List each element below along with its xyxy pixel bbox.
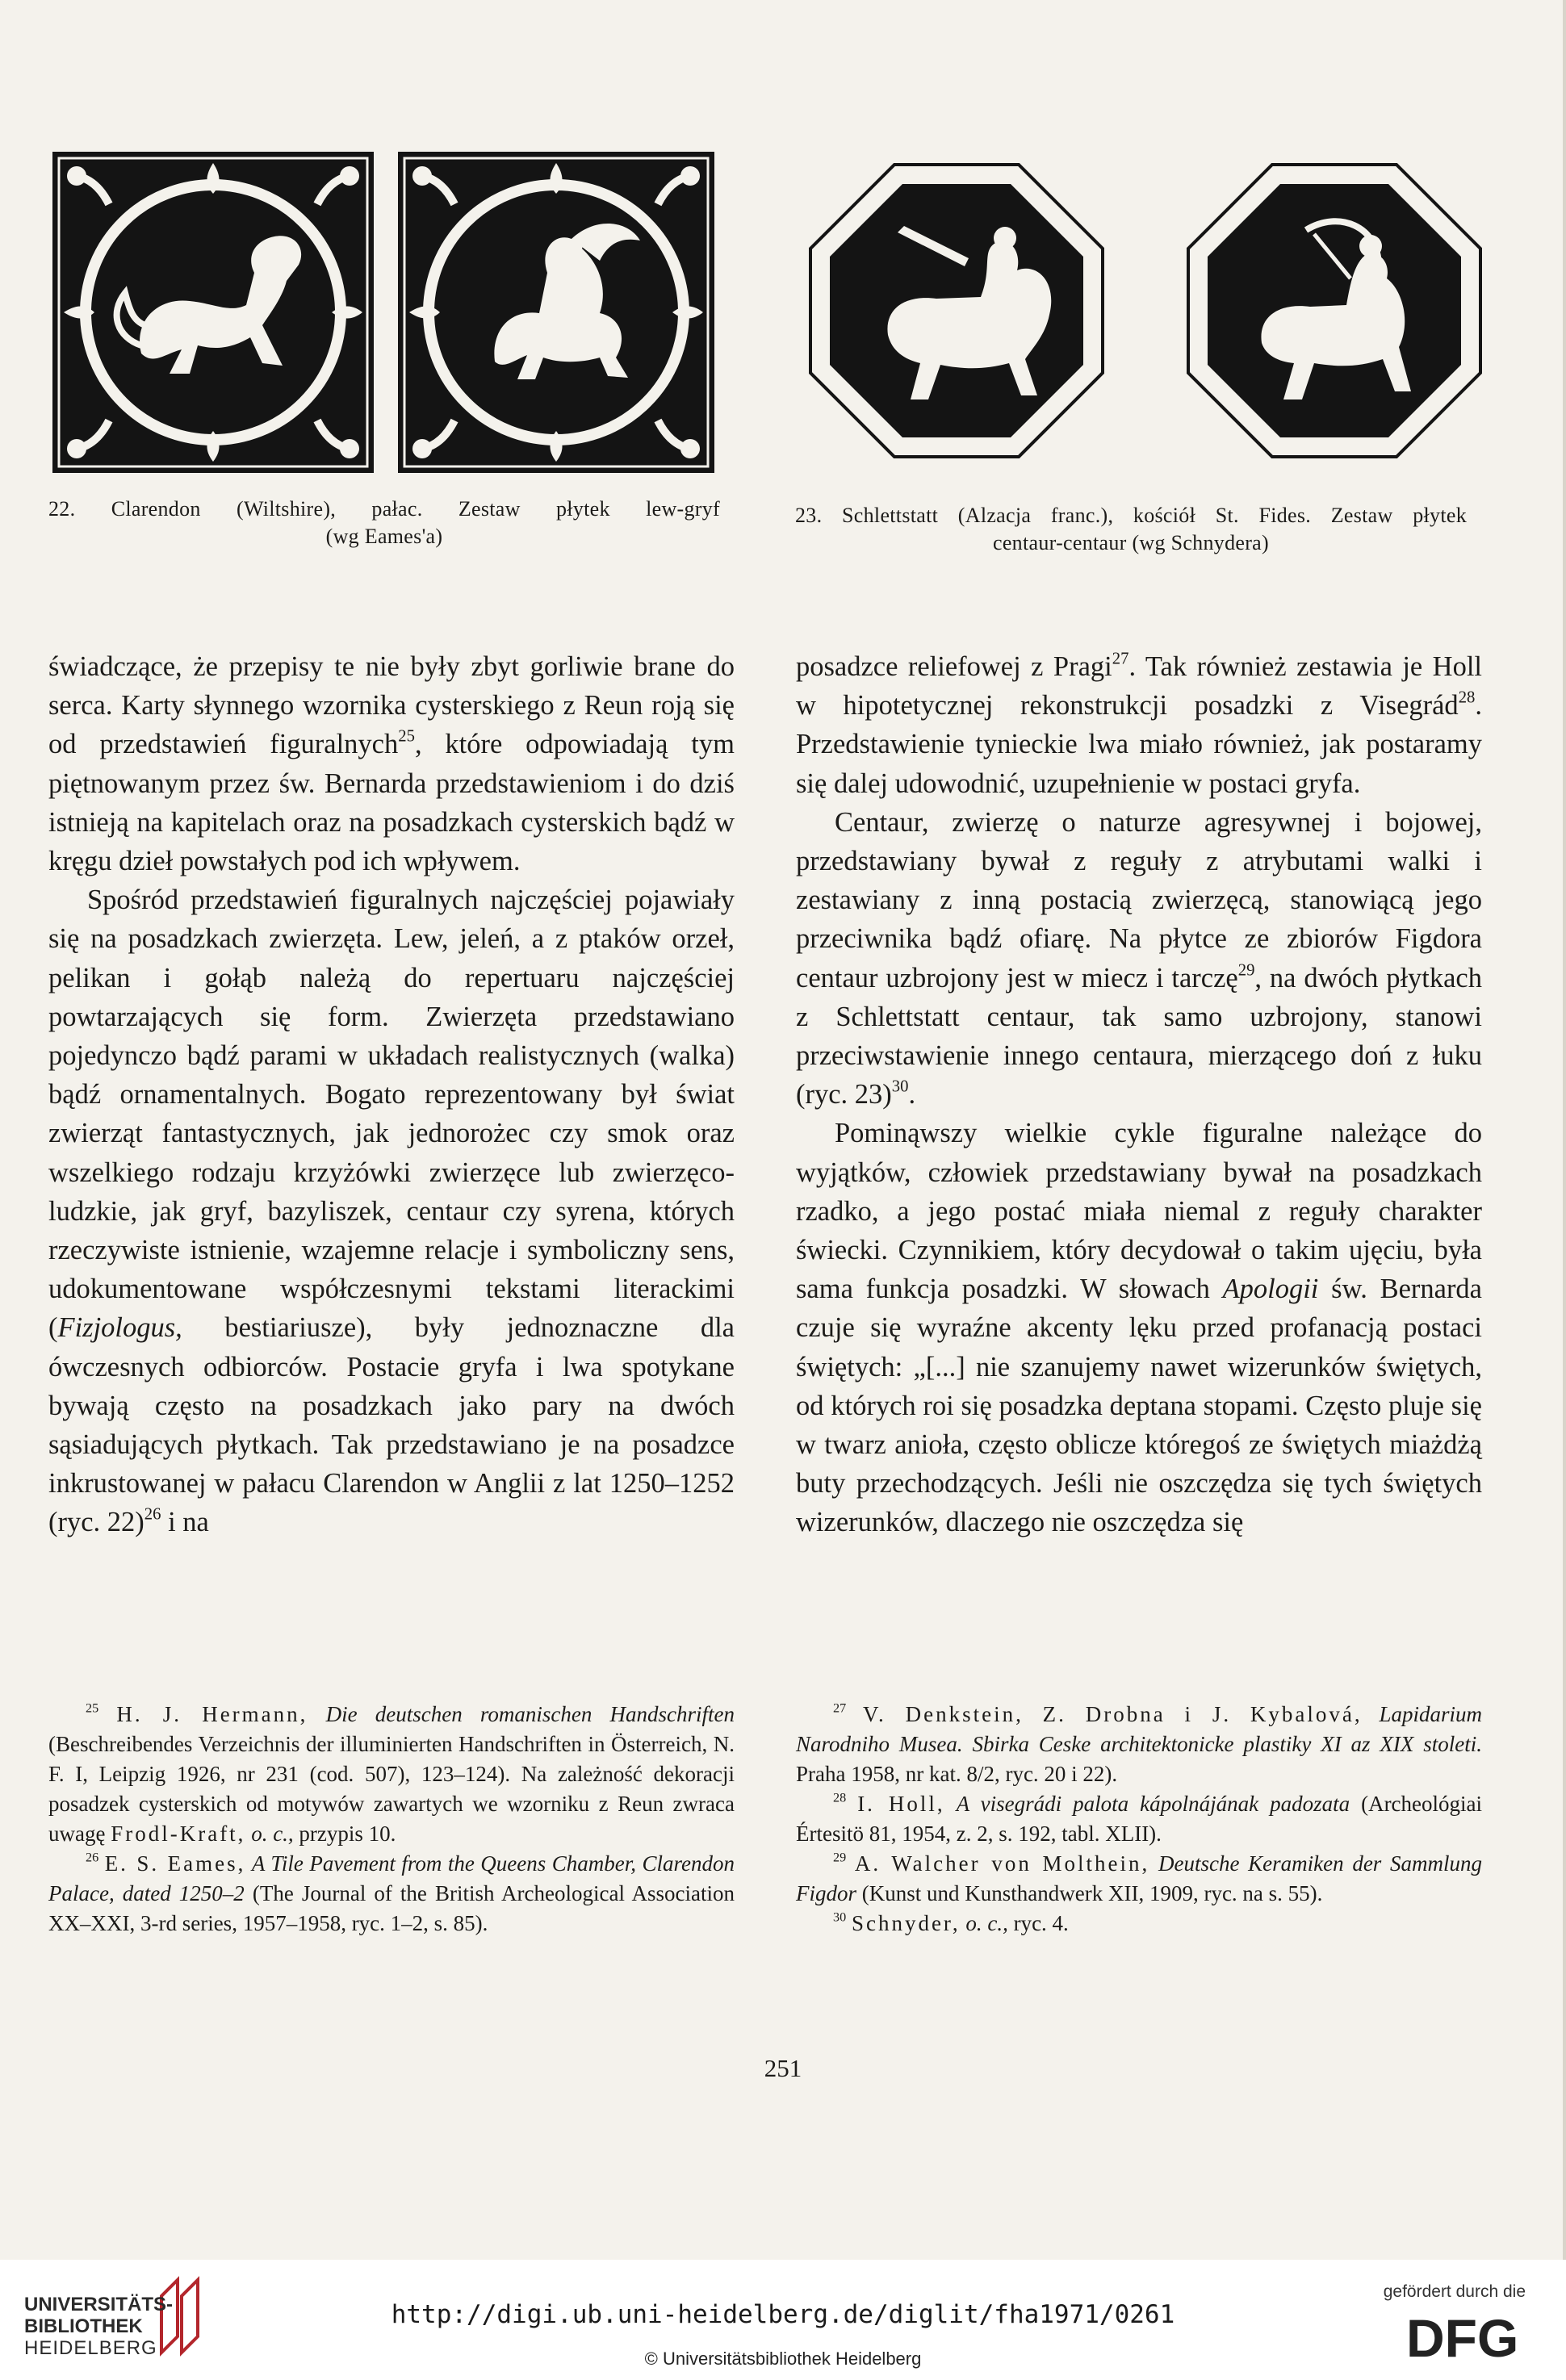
figure-22-caption-line1: 22. Clarendon (Wiltshire), pałac. Zestaw płytek lew-gryf [48, 497, 720, 521]
footnote-27: $^{27}$ V. Denkstein, Z. Drobna i J. Kybalová, Lapidarium Narodniho Musea. Sbirka Ceske architektonicke plastiky XI az XIX stoleti. Praha 1958, nr kat. 8/2, ryc. 20 i 22). [796, 1700, 1483, 1786]
page-edge [1563, 0, 1566, 2260]
footnotes-right [796, 1700, 1482, 1939]
figure-22-caption-line2: (wg Eames'a) [325, 525, 443, 548]
footnote-26: $^{26}$ E. S. Eames, A Tile Pavement from the Queens Chamber, Clarendon Palace, dated 1250–2 (The Journal of the British Archeological Association XX–XXI, 3-rd series, 1957–1958, ryc. 1–2, s. 85). [48, 1850, 735, 1935]
footnote-28: $^{28}$ I. Holl, A visegrádi palota kápolnájának padozata (Archeológiai Értesitö 81, 1954, z. 2, s. 192, tabl. XLII). [796, 1790, 1483, 1846]
figure-23-caption-line1: 23. Schlettstatt (Alzacja franc.), kościół St. Fides. Zestaw płytek [795, 504, 1467, 527]
figure-22-lion-tile [52, 152, 374, 473]
figure-23-caption [795, 502, 1467, 557]
figure-22-caption [48, 496, 720, 550]
library-name: UNIVERSITÄTS- BIBLIOTHEK HEIDELBERG [24, 2294, 174, 2359]
figure-23-centaur-sword-tile [807, 161, 1106, 460]
right-paragraph-2: Centaur, zwierzę o naturze agresywnej i bojowej, przedstawiany bywał z reguły z atrybutami walki i zestawiany z inną postacią zwierzęcą, stanowiącą jego przeciwnika bądź ofiarę. Na płytce ze zbiorów Figdora centaur uzbrojony jest w miecz i tarczę$^{29}$, na dwóch płytkach z Schlettstatt centaur, tak samo uzbrojony, stanowi przeciwstawienie innego centaura, mierzącego doń z łuku (ryc. 23)$^{30}$. [796, 806, 1482, 1111]
footnote-25: $^{25}$ H. J. Hermann, Die deutschen romanischen Handschriften (Beschreibendes Verzeichnis der illuminierten Handschriften in Österreich, N. F. I, Leipzig 1926, nr 231 (cod. 507), 123–124). Na zależność dekoracji posadzek cysterskich od motywów zawartych we wzorniku z Reun zwraca uwagę Frodl-Kraft, o. c., przypis 10. [48, 1700, 735, 1846]
right-text-column [796, 647, 1482, 1542]
page-number: 251 [764, 2054, 802, 2082]
figure-23-caption-line2: centaur-centaur (wg Schnydera) [993, 531, 1269, 554]
digitization-footer [0, 2260, 1566, 2380]
figure-23-centaur-bow-tile [1185, 161, 1484, 460]
dfg-logo-icon [1406, 2307, 1527, 2363]
footnote-29: $^{29}$ A. Walcher von Molthein, Deutsche Keramiken der Sammlung Figdor (Kunst und Kunsthandwerk XII, 1909, ryc. na s. 55). [796, 1850, 1483, 1905]
footnote-30: $^{30}$ Schnyder, o. c., ryc. 4. [833, 1909, 1069, 1935]
svg-text:DFG: DFG [1406, 2308, 1519, 2363]
source-url-link[interactable]: http://digi.ub.uni-heidelberg.de/diglit/fha1971/0261 [391, 2300, 1175, 2329]
figure-22-griffin-tile [398, 152, 714, 473]
sponsor-label: gefördert durch die [1383, 2282, 1526, 2301]
right-paragraph-1: posadzce reliefowej z Pragi$^{27}$. Tak również zestawia je Holl w hipotetycznej rekonstrukcji posadzki z Visegrád$^{28}$. Przedstawienie tynieckie lwa miało również, jak postaramy się dalej udowodnić, uzupełnienie w postaci gryfa. [796, 650, 1483, 799]
left-paragraph-2: Spośród przedstawień figuralnych najczęściej pojawiały się na posadzkach zwierzęta. Lew, jeleń, a z ptaków orzeł, pelikan i gołąb należą do repertuaru najczęściej powtarzających się form. Zwierzęta przedstawiano pojedynczo bądź parami w układach realistycznych (walka) bądź ornamentalnych. Bogato reprezentowany był świat zwierząt fantastycznych, jak jednorożec czy smok oraz wszelkiego rodzaju krzyżówki zwierzęce lub zwierzęco-ludzkie, jak gryf, bazyliszek, centaur czy syrena, których rzeczywiste istnienie, wzajemne relacje i symboliczny sens, udokumentowane współczesnymi tekstami literackimi (Fizjologus, bestiariusze), były jednoznaczne dla ówczesnych odbiorców. Postacie gryfa i lwa spotykane bywają często na posadzkach jako pary na dwóch sąsiadujących płytkach. Tak przedstawiano je na posadzce inkrustowanej w pałacu Clarendon w Anglii z lat 1250–1252 (ryc. 22)$^{26}$ i na [48, 885, 735, 1538]
right-paragraph-3: Pominąwszy wielkie cykle figuralne należące do wyjątków, człowiek przedstawiany bywał na posadzkach rzadko, a jego postać miała niemal z reguły charakter świecki. Czynnikiem, który decydował o takim ujęciu, była sama funkcja posadzki. W słowach Apologii św. Bernarda czuje się wyraźne akcenty lęku przed profanacją postaci świętych: „[...] nie szanujemy nawet wizerunków świętych, od których roi się posadzka deptana stopami. Często pluje się w twarz anioła, często oblicze któregoś ze świętych miażdżą buty przechodzących. Jeśli nie oszczędza się tych świętych wizerunków, dlaczego nie oszczędza się [796, 1118, 1482, 1538]
left-text-column [48, 647, 735, 1542]
footnotes-left [48, 1700, 735, 1939]
left-paragraph-1: świadczące, że przepisy te nie były zbyt gorliwie brane do serca. Karty słynnego wzornika cysterskiego z Reun roją się od przedstawień figuralnych$^{25}$, które odpowiadają tym piętnowanym przez św. Bernarda przedstawieniom i do dziś istnieją na kapitelach oraz na posadzkach cysterskich bądź w kręgu dzieł powstałych pod ich wpływem. [48, 651, 735, 877]
copyright-notice: © Universitätsbibliothek Heidelberg [644, 2349, 922, 2369]
